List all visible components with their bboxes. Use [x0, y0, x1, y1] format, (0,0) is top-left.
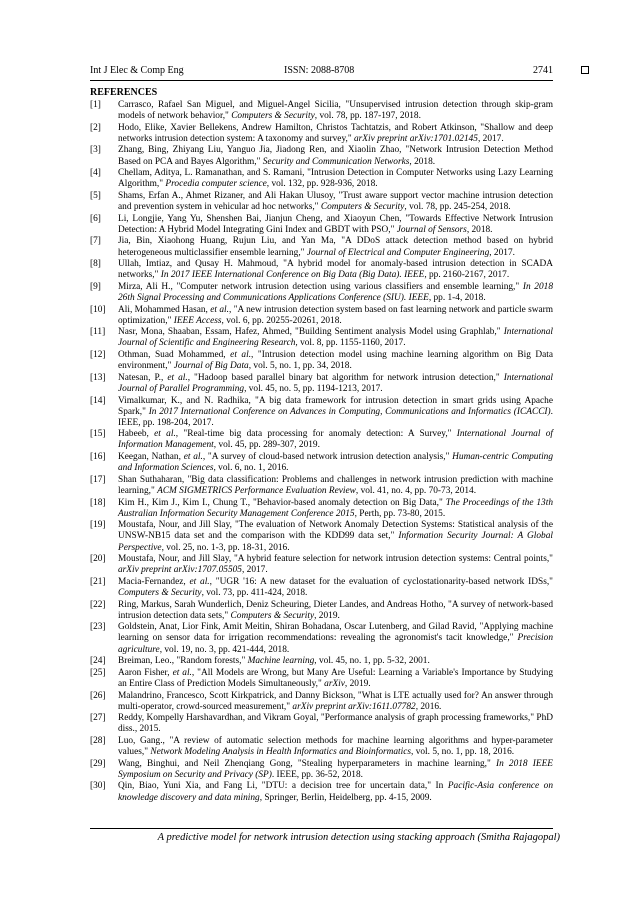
reference-number: [17] — [90, 474, 106, 485]
reference-item — [90, 475, 553, 497]
reference-number: [14] — [90, 395, 106, 406]
reference-item — [90, 498, 553, 520]
journal-name: Int J Elec & Comp Eng — [90, 65, 184, 76]
reference-venue: Security and Communication Networks — [262, 156, 410, 167]
reference-number: [15] — [90, 429, 106, 440]
footer-rule — [90, 828, 553, 829]
header-rule — [90, 80, 553, 81]
reference-venue: arXiv — [324, 678, 345, 689]
reference-text: Li, Longjie, Yang Yu, Shenshen Bai, Jianjun Cheng, and Xiaoyun Chen, "Towards Effective Network Intrusion Detection: A Hybrid Model Integrating Gini Index and GBDT with PSO," — [118, 213, 553, 235]
reference-text: , vol. 5, no. 1, pp. 18, 2016. — [411, 747, 515, 758]
reference-number: [27] — [90, 713, 106, 724]
reference-item — [90, 713, 553, 735]
reference-text: , vol. 78, pp. 245-254, 2018. — [404, 202, 511, 213]
reference-text: Aaron Fisher, — [118, 667, 173, 678]
reference-item — [90, 781, 553, 803]
reference-item — [90, 668, 553, 690]
reference-venue: Journal of Sensors — [396, 224, 467, 235]
reference-text: , vol. 5, no. 1, pp. 34, 2018. — [248, 361, 352, 372]
reference-venue: In 2017 International Conference on Advances in Computing, Communications and Informatics (ICACCI) — [148, 406, 551, 417]
reference-venue: Procedia computer science — [165, 179, 267, 190]
reference-text: , 2018. — [466, 224, 493, 235]
reference-text: Moustafa, Nour, and Jill Slay, "The evaluation of Network Anomaly Detection Systems: Statistical analysis of the UNSW-NB15 data set and the comparison with the KDD99 data set," — [118, 520, 553, 542]
reference-text: , vol. 78, pp. 187-197, 2018. — [314, 111, 421, 122]
checkbox-square-icon — [581, 66, 589, 74]
reference-text: , Springer, Berlin, Heidelberg, pp. 4-15, 2009. — [259, 792, 432, 803]
reference-number: [18] — [90, 497, 106, 508]
reference-venue: et al. — [183, 452, 203, 463]
reference-venue: In 2017 IEEE International Conference on Big Data (Big Data). IEEE — [160, 270, 425, 281]
reference-number: [22] — [90, 599, 106, 610]
reference-text: , pp. 2160-2167, 2017. — [424, 270, 510, 281]
reference-venue: Computers & Security — [118, 587, 202, 598]
reference-item — [90, 452, 553, 474]
reference-list — [90, 100, 553, 804]
reference-number: [6] — [90, 213, 101, 224]
reference-text: , 2018. — [409, 156, 436, 167]
reference-item — [90, 191, 553, 213]
reference-number: [2] — [90, 122, 101, 133]
reference-text: Mirza, Ali H., "Computer network intrusion detection using various classifiers and ensemble learning," — [118, 281, 523, 292]
reference-venue: Computers & Security — [320, 202, 405, 213]
reference-text: , vol. 6, pp. 20255-20261, 2018. — [221, 315, 342, 326]
reference-number: [24] — [90, 656, 106, 667]
reference-number: [28] — [90, 736, 106, 747]
reference-number: [8] — [90, 259, 101, 270]
reference-text: , vol. 25, no. 1-3, pp. 18-31, 2016. — [161, 542, 290, 553]
reference-text: Zhang, Bing, Zhiyang Liu, Yanguo Jia, Jiadong Ren, and Xiaolin Zhao, "Network Intrusion Detection Method Based on PCA and Bayes Algorithm," — [118, 145, 553, 167]
reference-item — [90, 168, 553, 190]
reference-item — [90, 236, 553, 258]
reference-number: [10] — [90, 304, 106, 315]
reference-venue: Journal of Big Data — [173, 361, 249, 372]
reference-venue: Computers & Security — [231, 111, 315, 122]
reference-item — [90, 145, 553, 167]
reference-number: [23] — [90, 622, 106, 633]
reference-text: Natesan, P., — [118, 372, 168, 383]
reference-venue: et al. — [167, 372, 188, 383]
reference-text: Carrasco, Rafael San Miguel, and Miguel-Angel Sicilia, "Unsupervised intrusion detection through skip-gram models of network behavior," — [118, 100, 553, 122]
reference-text: Ali, Mohammed Hasan, — [118, 304, 211, 315]
reference-item — [90, 305, 553, 327]
reference-text: , Perth, pp. 73-80, 2015. — [354, 508, 446, 519]
reference-venue: International Journal of Scientific and Engineering Research — [118, 327, 553, 349]
reference-text: Reddy, Kompelly Harshavardhan, and Vikram Goyal, "Performance analysis of graph processing frameworks," PhD diss., 2015. — [118, 713, 553, 735]
reference-text: , vol. 6, no. 1, 2016. — [213, 463, 289, 474]
reference-text: Kim H., Kim J., Kim I., Chung T., "Behavior-based anomaly detection on Big Data," — [118, 497, 446, 508]
reference-item — [90, 736, 553, 758]
reference-text: Breiman, Leo., "Random forests," — [118, 656, 248, 667]
reference-number: [3] — [90, 145, 101, 156]
reference-number: [29] — [90, 758, 106, 769]
reference-number: [4] — [90, 168, 101, 179]
reference-item — [90, 123, 553, 145]
reference-text: , vol. 8, pp. 1155-1160, 2017. — [295, 338, 406, 349]
reference-text: , "All Models are Wrong, but Many Are Useful: Learning a Variable's Importance by Studying an Entire Class of Prediction Models Simultaneously," — [118, 667, 554, 689]
reference-text: Qin, Biao, Yuni Xia, and Fang Li, "DTU: a decision tree for uncertain data," In — [118, 781, 448, 792]
reference-venue: The Proceedings of the 13th Australian Information Security Management Conference 2015 — [118, 497, 553, 519]
reference-item — [90, 600, 553, 622]
reference-item — [90, 214, 553, 236]
reference-venue: Network Modeling Analysis in Health Informatics and Bioinformatics — [150, 747, 412, 758]
reference-venue: Computers & Security — [230, 610, 315, 621]
reference-venue: Information Security Journal: A Global Perspective — [118, 531, 553, 553]
reference-text: , pp. 1-4, 2018. — [428, 292, 486, 303]
reference-text: 2016. — [418, 701, 442, 712]
reference-venue: et al. — [230, 350, 252, 361]
reference-text: , vol. 41, no. 4, pp. 70-73, 2014. — [355, 485, 477, 496]
reference-venue: arXiv preprint arXiv:1701.02145 — [354, 133, 478, 144]
reference-text: , vol. 45, no. 5, pp. 1194-1213, 2017. — [244, 383, 383, 394]
reference-venue: et al. — [154, 429, 176, 440]
reference-number: [12] — [90, 350, 106, 361]
reference-number: [13] — [90, 372, 106, 383]
reference-text: , vol. 45, no. 1, pp. 5-32, 2001. — [314, 656, 430, 667]
reference-venue: In 2018 26th Signal Processing and Communications Applications Conference (SIU). IEEE — [118, 281, 553, 303]
reference-item — [90, 554, 553, 576]
reference-text: , "A new intrusion detection system based on fast learning network and particle swarm optimization," — [118, 304, 554, 326]
reference-text: . IEEE, pp. 36-52, 2018. — [271, 769, 363, 780]
reference-venue: et al. — [189, 576, 210, 587]
reference-text: Jia, Bin, Xiaohong Huang, Rujun Liu, and Yan Ma, "A DDoS attack detection method based on hybrid heterogeneous multiclassifier ensemble learning," — [118, 236, 553, 258]
reference-number: [11] — [90, 327, 106, 338]
reference-item — [90, 656, 553, 667]
reference-venue: Journal of Electrical and Computer Engineering — [306, 247, 490, 258]
reference-item — [90, 691, 553, 713]
reference-text: , 2017. — [241, 565, 268, 576]
reference-item — [90, 373, 553, 395]
reference-venue: arXiv preprint arXiv:1707.05505 — [118, 565, 242, 576]
reference-number: [9] — [90, 281, 101, 292]
reference-item — [90, 100, 553, 122]
reference-item — [90, 350, 553, 372]
reference-text: , 2017. — [489, 247, 515, 258]
reference-text: . IEEE, pp. 198-204, 2017. — [118, 406, 553, 428]
reference-venue: ACM SIGMETRICS Performance Evaluation Review — [157, 485, 356, 496]
reference-number: [21] — [90, 576, 106, 587]
reference-number: [16] — [90, 452, 106, 463]
reference-text: Nasr, Mona, Shaaban, Essam, Hafez, Ahmed, "Building Sentiment analysis Model using Graphlab," — [118, 327, 504, 338]
reference-number: [20] — [90, 554, 106, 565]
reference-item — [90, 577, 553, 599]
reference-text: Habeeb, — [118, 429, 155, 440]
reference-text: Ring, Markus, Sarah Wunderlich, Deniz Scheuring, Dieter Landes, and Andreas Hotho, "A survey of network-based intrusion detection data sets," — [118, 599, 553, 621]
reference-number: [30] — [90, 781, 106, 792]
reference-text: , "Hadoop based parallel binary bat algorithm for network intrusion detection," — [187, 372, 504, 383]
reference-text: Wang, Binghui, and Neil Zhenqiang Gong, "Stealing hyperparameters in machine learning," — [118, 758, 496, 769]
reference-text: Othman, Suad Mohammed, — [118, 350, 231, 361]
reference-text: Shan Suthaharan, "Big data classification: Problems and challenges in network intrusion prediction with machine learning," — [118, 474, 553, 496]
reference-number: [5] — [90, 190, 101, 201]
issn: ISSN: 2088-8708 — [284, 65, 355, 76]
reference-text: Moustafa, Nour, and Jill Slay, "A hybrid feature selection for network intrusion detection systems: Central points," — [118, 554, 553, 565]
reference-text: , 2019. — [314, 610, 340, 621]
reference-number: [26] — [90, 690, 106, 701]
reference-text: Vimalkumar, K., and N. Radhika, "A big data framework for intrusion detection in smart grids using Apache Spark," — [118, 395, 553, 417]
reference-item — [90, 759, 553, 781]
reference-text: , vol. 19, no. 3, pp. 421-444, 2018. — [159, 644, 290, 655]
reference-number: [1] — [90, 100, 101, 110]
reference-venue: IEEE Access — [173, 315, 222, 326]
reference-venue: Machine learning — [247, 656, 315, 667]
reference-venue: Human-centric Computing and Information Sciences — [118, 452, 554, 474]
reference-text: Malandrino, Francesco, Scott Kirkpatrick, and Danny Bickson, "What is LTE actually used for? An answer through multi-operator, crowd-sourced measurement," — [118, 690, 553, 712]
reference-venue: et al. — [172, 667, 192, 678]
section-title: REFERENCES — [90, 87, 158, 98]
page-header — [90, 63, 553, 79]
reference-text: Goldstein, Anat, Lior Fink, Amit Meitin, Shiran Bohadana, Oscar Lutenberg, and Gilad Ravid, "Applying machine learning on sensor data for irrigation recommendations: revealing the agronomist's tacit knowledge," — [118, 622, 553, 644]
reference-number: [7] — [90, 236, 101, 247]
reference-item — [90, 282, 553, 304]
reference-item — [90, 396, 553, 429]
reference-venue: arXiv preprint arXiv:1611.07782, — [292, 701, 419, 712]
reference-text: , vol. 73, pp. 411-424, 2018. — [201, 587, 308, 598]
reference-venue: Pacific-Asia conference on knowledge discovery and data mining — [118, 781, 554, 803]
reference-venue: In 2018 IEEE Symposium on Security and Privacy (SP) — [118, 758, 553, 780]
reference-venue: et al. — [210, 304, 229, 315]
reference-text: , "Intrusion detection model using machine learning algorithm on Big Data environment," — [118, 350, 554, 372]
reference-text: , 2019. — [344, 678, 371, 689]
reference-number: [25] — [90, 667, 106, 678]
reference-text: , 2017. — [477, 133, 504, 144]
reference-text: Ullah, Imtiaz, and Qusay H. Mahmoud, "A hybrid model for anomaly-based intrusion detection in SCADA networks," — [118, 259, 553, 281]
reference-item — [90, 520, 553, 553]
reference-item — [90, 622, 553, 655]
reference-text: , "Real-time big data processing for anomaly detection: A Survey," — [175, 429, 457, 440]
reference-number: [19] — [90, 520, 106, 531]
reference-venue: Precision agriculture — [118, 633, 553, 655]
reference-text: , vol. 45, pp. 289-307, 2019. — [213, 440, 320, 451]
page-footer: A predictive model for network intrusion detection using stacking approach (Smitha Rajagopal) — [157, 832, 560, 843]
reference-item — [90, 259, 553, 281]
reference-item — [90, 429, 553, 451]
reference-text: Chellam, Aditya, L. Ramanathan, and S. Ramani, "Intrusion Detection in Computer Networks using Lazy Learning Algorithm," — [118, 168, 553, 190]
reference-text: Macia-Fernandez, — [118, 576, 190, 587]
reference-venue: International Journal of Parallel Programming — [118, 372, 554, 394]
reference-text: , vol. 132, pp. 928-936, 2018. — [266, 179, 378, 190]
reference-text: Shams, Erfan A., Ahmet Rizaner, and Ali Hakan Ulusoy, "Trust aware support vector machine intrusion detection and prevention system in vehicular ad hoc networks," — [118, 190, 553, 213]
page-number: 2741 — [533, 65, 553, 76]
reference-venue: International Journal of Information Management — [118, 429, 553, 451]
reference-text: Hodo, Elike, Xavier Bellekens, Andrew Hamilton, Christos Tachtatzis, and Robert Atkinson, "Shallow and deep networks intrusion detection system: A taxonomy and survey," — [118, 122, 553, 144]
reference-text: , "A survey of cloud-based network intrusion detection analysis," — [202, 452, 453, 463]
reference-text: , "UGR '16: A new dataset for the evaluation of cyclostationarity-based network IDSs," — [209, 576, 553, 587]
reference-item — [90, 327, 553, 349]
reference-text: Keegan, Nathan, — [118, 452, 184, 463]
reference-text: Luo, Gang., "A review of automatic selection methods for machine learning algorithms and hyper-parameter values," — [118, 736, 553, 758]
